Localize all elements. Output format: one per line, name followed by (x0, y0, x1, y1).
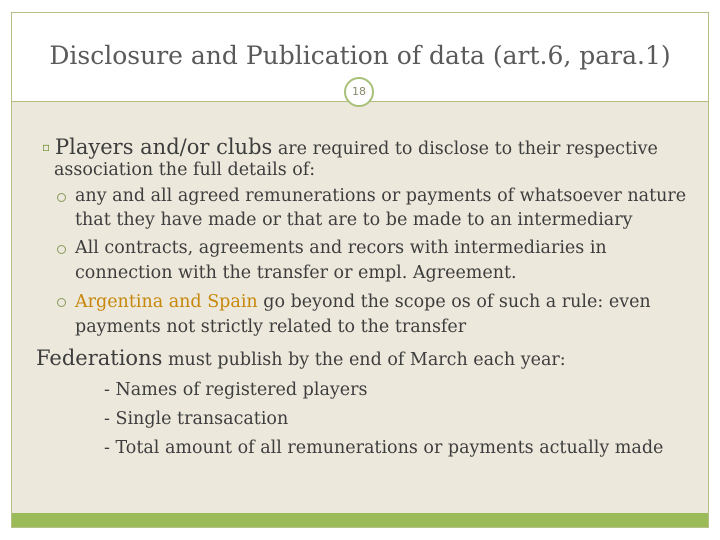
federations-rest: must publish by the end of March each year: (162, 350, 566, 370)
players-clubs-rest: are required to disclose to their respective (272, 139, 658, 159)
list-item: - Single transacation (104, 409, 289, 429)
paragraph-federations (36, 346, 566, 370)
content-panel (12, 101, 708, 515)
circle-bullet-icon (57, 245, 66, 254)
bottom-accent-bar (12, 513, 708, 527)
slide-number-badge: 18 (344, 77, 374, 107)
sub2-line2: connection with the transfer or empl. Agreement. (75, 263, 517, 283)
players-clubs-lead: Players and/or clubs (55, 135, 273, 159)
federations-lead: Federations (36, 346, 163, 370)
sub3-rest: go beyond the scope os of such a rule: even (257, 292, 651, 312)
circle-bullet-icon (57, 193, 66, 202)
paragraph-players-line1 (55, 135, 658, 159)
sub3-line2: payments not strictly related to the transfer (75, 317, 467, 337)
list-item: - Names of registered players (104, 380, 368, 400)
sub1-line2: that they have made or that are to be made to an intermediary (75, 210, 633, 230)
circle-bullet-icon (57, 298, 66, 307)
list-item: - Total amount of all remunerations or payments actually made (104, 438, 664, 458)
paragraph-players-line2: association the full details of: (54, 160, 316, 180)
sub3-line1 (75, 292, 651, 312)
sub1-line1: any and all agreed remunerations or payments of whatsoever nature (75, 186, 687, 206)
bullet-icon: ▫ (42, 140, 51, 154)
argentina-spain-text: Argentina and Spain (75, 292, 258, 312)
slide-title: Disclosure and Publication of data (art.6, para.1) (49, 41, 671, 70)
sub2-line1: All contracts, agreements and recors with intermediaries in (75, 238, 607, 258)
